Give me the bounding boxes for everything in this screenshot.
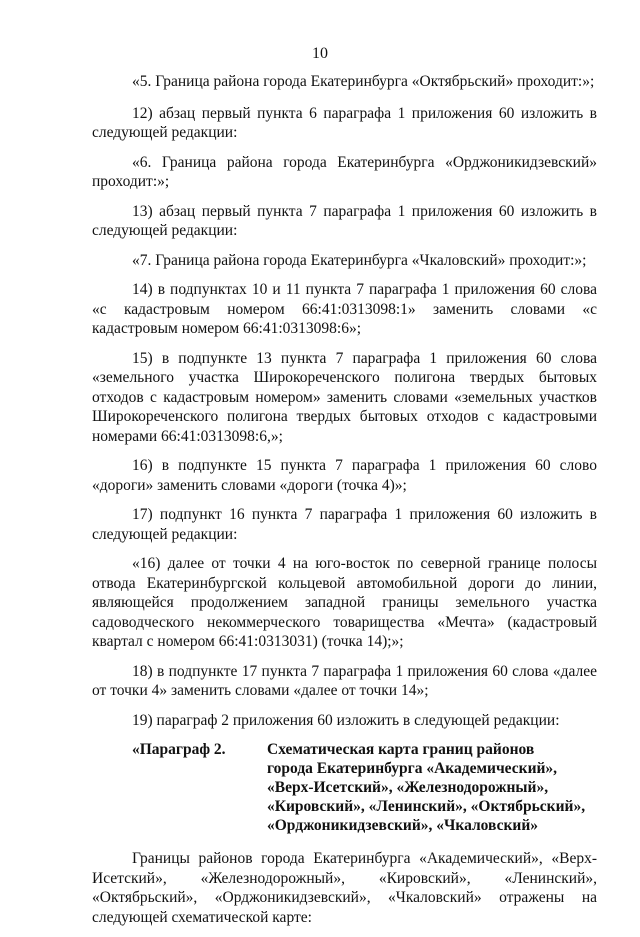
document-body [92,72,597,937]
heading-line: «Орджоникидзевский», «Чкаловский» [267,817,539,834]
paragraph: «5. Граница района города Екатеринбурга «Октябрьский» проходит:»; [132,73,595,90]
paragraph: 19) параграф 2 приложения 60 изложить в следующей редакции: [132,711,560,729]
heading-line: города Екатеринбурга «Академический», [267,760,558,777]
paragraph: Границы районов города Екатеринбурга «Академический», «Верх-Исетский», «Железнодорожный», «Кировский», «Ленинский», «Октябрьский», «Орджоникидзевский», «Чкаловский» отражены на следующей схематической карте: [92,850,597,926]
paragraph: 17) подпункт 16 пункта 7 параграфа 1 приложения 60 изложить в следующей редакции: [92,506,597,543]
paragraph: 12) абзац первый пункта 6 параграфа 1 приложения 60 изложить в следующей редакции: [92,104,597,141]
paragraph: «16) далее от точки 4 на юго-восток по северной границе полосы отвода Екатеринбургской кольцевой автомобильной дороги до линии, являющейся продолжением западной границы земельного участка садоводческого некоммерческого товарищества «Мечта» (кадастровый квартал с номером 66:41:0313031) (точка 14);»; [92,555,597,650]
paragraph: 15) в подпункте 13 пункта 7 параграфа 1 приложения 60 слова «земельного участка Широкореченского полигона твердых бытовых отходов с кадастровым номером» заменить словами «земельных участков Широкореченского полигона твердых бытовых отходов с кадастровыми номерами 66:41:0313098:6,»; [92,349,597,445]
heading-line: «Верх-Исетский», «Железнодорожный», [267,779,549,796]
paragraph: 18) в подпункте 17 пункта 7 параграфа 1 приложения 60 слова «далее от точки 4» заменить словами «далее от точки 14»; [92,662,597,699]
section-heading [92,740,597,835]
paragraph: «7. Граница района города Екатеринбурга «Чкаловский» проходит:»; [132,251,587,269]
paragraph: «6. Граница района города Екатеринбурга «Орджоникидзевский» проходит:»; [92,153,597,190]
paragraph: 14) в подпунктах 10 и 11 пункта 7 параграфа 1 приложения 60 слова «с кадастровым номером 66:41:0313098:1» заменить словами «с кадастровым номером 66:41:0313098:6»; [92,281,597,337]
paragraph: 13) абзац первый пункта 7 параграфа 1 приложения 60 изложить в следующей редакции: [92,202,597,239]
heading-title [267,740,597,835]
heading-line: Схематическая карта границ районов [267,741,535,758]
heading-line: «Кировский», «Ленинский», «Октябрьский», [267,798,586,815]
paragraph: 16) в подпункте 15 пункта 7 параграфа 1 приложения 60 слово «дороги» заменить словами «дороги (точка 4)»; [92,457,597,494]
heading-prefix: «Параграф 2. [132,741,226,758]
page-number: 10 [312,45,328,62]
